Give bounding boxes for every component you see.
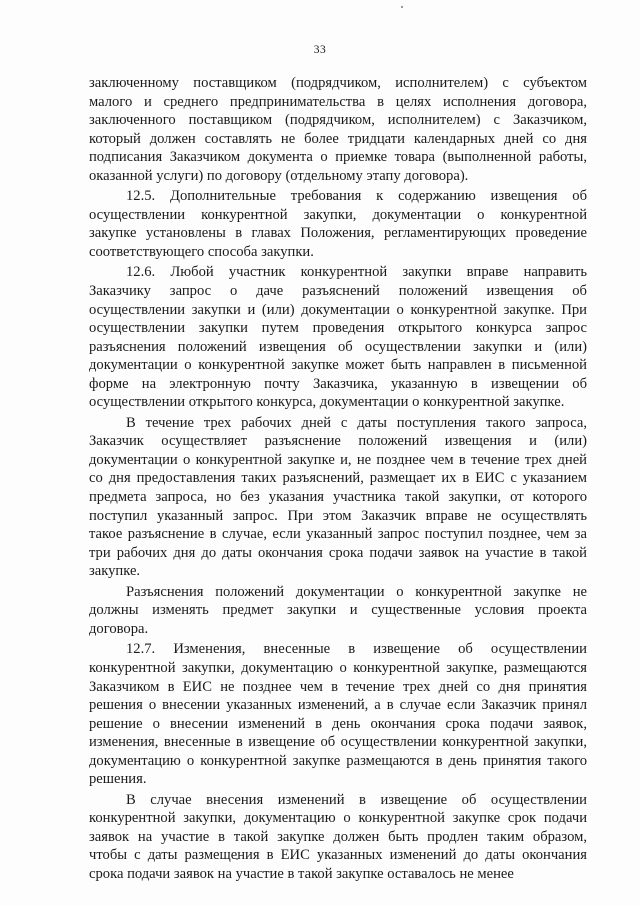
paragraph-line: который должен составлять не более тридцати календарных дней со дня — [89, 130, 587, 147]
paragraph-line: Заказчику запрос о даче разъяснений положений извещения об — [89, 283, 587, 300]
paragraph-line: документации о конкурентной закупке может быть направлен в письменной — [89, 357, 587, 374]
paragraph-line: такое разъяснение в случае, если указанный запрос поступил позднее, чем за — [89, 526, 587, 543]
paragraph-line: 12.6. Любой участник конкурентной закупки вправе направить — [126, 264, 587, 281]
paragraph-line: В случае внесения изменений в извещение об осуществлении — [126, 791, 587, 808]
paragraph-line: договора. — [89, 620, 149, 637]
paragraph-line: должны изменять предмет закупки и существенные условия проекта — [89, 602, 587, 619]
paragraph-line: чтобы с даты размещения в ЕИС указанных изменений до даты окончания — [89, 847, 587, 864]
paragraph-line: заключенному поставщиком (подрядчиком, исполнителем) с субъектом — [89, 75, 587, 91]
paragraph-line: форме на электронную почту Заказчика, указанную в извещении об — [89, 375, 587, 392]
paragraph-line: осуществлении открытого конкурса, документации о конкурентной закупке. — [89, 394, 565, 411]
paragraph — [89, 74, 587, 185]
paragraph — [89, 583, 587, 639]
paragraph-line: конкурентной закупки, документацию о конкурентной закупке, размещаются — [89, 659, 587, 676]
document-body — [89, 74, 587, 886]
paragraph-line: предмета запроса, но без указания участника такой закупки, от которого — [89, 489, 587, 506]
paragraph — [89, 791, 587, 884]
paragraph — [89, 414, 587, 581]
paragraph-line: осуществлении конкурентной закупки, документации о конкурентной — [89, 206, 587, 223]
paragraph-line: Разъяснения положений документации о конкурентной закупке не — [126, 583, 587, 600]
paragraph-line: осуществлении закупки и (или) документации о конкурентной закупке. При — [89, 301, 587, 318]
paragraph-line: конкурентной закупки, документацию о конкурентной закупке срок подачи — [89, 810, 587, 827]
paragraph-line: 12.5. Дополнительные требования к содержанию извещения об — [126, 188, 587, 205]
paragraph — [89, 187, 587, 261]
paragraph-line: заявок на участие в такой закупке должен быть продлен таким образом, — [89, 828, 587, 845]
paragraph-line: соответствующего способа закупки. — [89, 243, 314, 260]
paragraph-line: разъяснения положений извещения об осуществлении закупки и (или) — [89, 338, 587, 355]
scan-speck — [401, 6, 403, 8]
paragraph-line: поступил указанный запрос. При этом Заказчик вправе не осуществлять — [89, 507, 587, 524]
paragraph-line: закупке установлены в главах Положения, регламентирующих проведение — [89, 225, 587, 242]
paragraph-line: изменения, внесенные в извещение об осуществлении конкурентной закупки, — [89, 734, 587, 751]
paragraph-line: решения. — [89, 771, 147, 788]
paragraph-line: Заказчик осуществляет разъяснение положений извещения и (или) — [89, 433, 587, 450]
paragraph-line: 12.7. Изменения, внесенные в извещение об осуществлении — [126, 641, 587, 658]
paragraph-line: со дня предоставления таких разъяснений, размещает их в ЕИС с указанием — [89, 470, 587, 487]
paragraph-line: В течение трех рабочих дней с даты поступления такого запроса, — [126, 414, 587, 431]
paragraph-line: Заказчиком в ЕИС не позднее чем в течение трех дней со дня принятия — [89, 678, 587, 695]
paragraph-line: подписания Заказчиком документа о приемке товара (выполненной работы, — [89, 149, 587, 166]
paragraph — [89, 263, 587, 411]
paragraph-line: решения о внесении указанных изменений, а в случае если Заказчик принял — [89, 697, 587, 714]
paragraph-line: малого и среднего предпринимательства в целях исполнения договора, — [89, 93, 587, 110]
paragraph-line: документацию о конкурентной закупке размещаются в день принятия такого — [89, 752, 587, 769]
paragraph-line: осуществлении закупки путем проведения открытого конкурса запрос — [89, 320, 587, 337]
paragraph-line: документации о конкурентной закупке и, не позднее чем в течение трех дней — [89, 451, 587, 468]
paragraph-line: закупке. — [89, 563, 141, 580]
paragraph-line: решение о внесении изменений в день окончания срока подачи заявок, — [89, 715, 587, 732]
paragraph — [89, 640, 587, 788]
page-number: 33 — [313, 44, 327, 56]
paragraph-line: три рабочих дня до даты окончания срока подачи заявок на участие в такой — [89, 544, 587, 561]
paragraph-line: срока подачи заявок на участие в такой закупке оставалось не менее — [89, 865, 514, 882]
paragraph-line: оказанной услуги) по договору (отдельному этапу договора). — [89, 167, 469, 184]
paragraph-line: заключенного поставщиком (подрядчиком, исполнителем) с Заказчиком, — [89, 112, 587, 129]
